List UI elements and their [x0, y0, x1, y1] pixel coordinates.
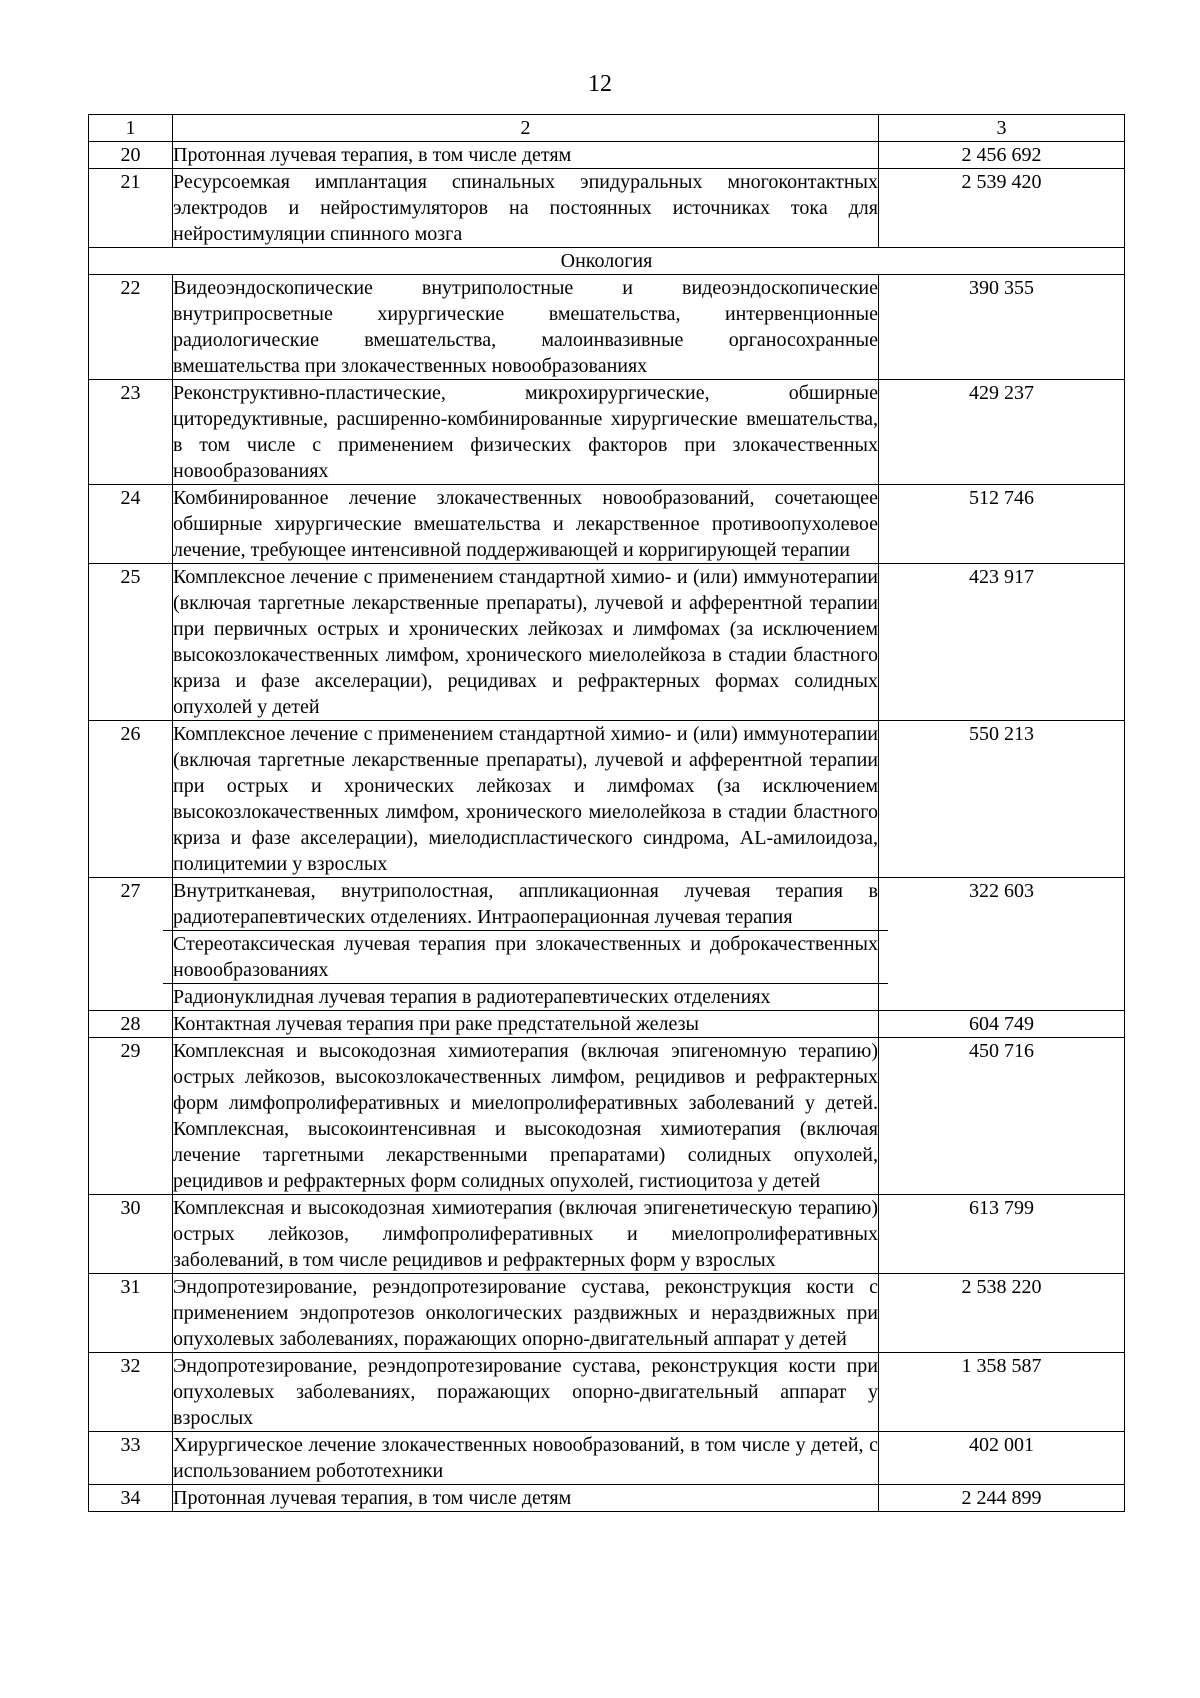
header-col-2: 2	[173, 115, 879, 142]
row-value: 604 749	[879, 1011, 1125, 1038]
section-row	[89, 248, 1125, 275]
row-value: 402 001	[879, 1432, 1125, 1485]
row-description: Комбинированное лечение злокачественных новообразований, сочетающее обширные хирургические вмешательства и лекарственное противоопухолевое лечение, требующее интенсивной поддерживающей и корригирующей терапии	[173, 485, 879, 564]
row-value: 512 746	[879, 485, 1125, 564]
table-row	[89, 1274, 1125, 1353]
table-row	[89, 1038, 1125, 1195]
row-value: 322 603	[879, 878, 1125, 1011]
row-value: 2 456 692	[879, 142, 1125, 169]
row-subitem: Радионуклидная лучевая терапия в радиотерапевтических отделениях	[163, 983, 888, 1010]
table-row	[89, 721, 1125, 878]
row-subitem: Стереотаксическая лучевая терапия при злокачественных и доброкачественных новообразованиях	[163, 930, 888, 983]
table-row	[89, 564, 1125, 721]
row-number: 29	[89, 1038, 173, 1195]
row-description: Протонная лучевая терапия, в том числе детям	[173, 142, 879, 169]
row-number: 32	[89, 1353, 173, 1432]
row-number: 34	[89, 1485, 173, 1512]
row-value: 450 716	[879, 1038, 1125, 1195]
row-number: 30	[89, 1195, 173, 1274]
row-description: Комплексная и высокодозная химиотерапия (включая эпигеномную терапию) острых лейкозов, высокозлокачественных лимфом, рецидивов и рефрактерных форм лимфопролиферативных и миелопролиферативных заболеваний у детей. Комплексная, высокоинтенсивная и высокодозная химиотерапия (включая лечение таргетными лекарственными препаратами) солидных опухолей, рецидивов и рефрактерных форм солидных опухолей, гистиоцитоза у детей	[173, 1038, 879, 1195]
row-number: 26	[89, 721, 173, 878]
table-header-row	[89, 115, 1125, 142]
header-col-1: 1	[89, 115, 173, 142]
row-number: 20	[89, 142, 173, 169]
table-row	[89, 380, 1125, 485]
row-description: Эндопротезирование, реэндопротезирование сустава, реконструкция кости при опухолевых заболеваниях, поражающих опорно-двигательный аппарат у взрослых	[173, 1353, 879, 1432]
row-number: 28	[89, 1011, 173, 1038]
table-row	[89, 1432, 1125, 1485]
row-value: 2 539 420	[879, 169, 1125, 248]
row-number: 24	[89, 485, 173, 564]
page-number: 12	[588, 71, 612, 97]
row-value: 429 237	[879, 380, 1125, 485]
row-value: 2 244 899	[879, 1485, 1125, 1512]
row-description: Реконструктивно-пластические, микрохирургические, обширные циторедуктивные, расширенно-комбинированные хирургические вмешательства, в том числе с применением физических факторов при злокачественных новообразованиях	[173, 380, 879, 485]
row-description: Комплексная и высокодозная химиотерапия (включая эпигенетическую терапию) острых лейкозов, лимфопролиферативных и миелопролиферативных заболеваний, в том числе рецидивов и рефрактерных форм у взрослых	[173, 1195, 879, 1274]
section-title: Онкология	[89, 248, 1125, 275]
table-row	[89, 169, 1125, 248]
row-number: 33	[89, 1432, 173, 1485]
row-value: 2 538 220	[879, 1274, 1125, 1353]
row-description: Хирургическое лечение злокачественных новообразований, в том числе у детей, с использованием робототехники	[173, 1432, 879, 1485]
row-number: 21	[89, 169, 173, 248]
row-value: 390 355	[879, 275, 1125, 380]
table-row	[89, 142, 1125, 169]
header-col-3: 3	[879, 115, 1125, 142]
row-number: 27	[89, 878, 173, 1011]
table-row	[89, 275, 1125, 380]
row-value: 423 917	[879, 564, 1125, 721]
row-description	[173, 878, 879, 1011]
table-row	[89, 1195, 1125, 1274]
row-number: 23	[89, 380, 173, 485]
row-value: 613 799	[879, 1195, 1125, 1274]
row-description: Эндопротезирование, реэндопротезирование сустава, реконструкция кости с применением эндопротезов онкологических раздвижных и нераздвижных при опухолевых заболеваниях, поражающих опорно-двигательный аппарат у детей	[173, 1274, 879, 1353]
row-description: Ресурсоемкая имплантация спинальных эпидуральных многоконтактных электродов и нейростимуляторов на постоянных источниках тока для нейростимуляции спинного мозга	[173, 169, 879, 248]
row-number: 25	[89, 564, 173, 721]
row-value: 550 213	[879, 721, 1125, 878]
row-description: Комплексное лечение с применением стандартной химио- и (или) иммунотерапии (включая таргетные лекарственные препараты), лучевой и афферентной терапии при первичных острых и хронических лейкозах и лимфомах (за исключением высокозлокачественных лимфом, хронического миелолейкоза в стадии бластного криза и фазе акселерации), рецидивах и рефрактерных формах солидных опухолей у детей	[173, 564, 879, 721]
row-description: Контактная лучевая терапия при раке предстательной железы	[173, 1011, 879, 1038]
table-row	[89, 878, 1125, 1011]
row-description: Комплексное лечение с применением стандартной химио- и (или) иммунотерапии (включая таргетные лекарственные препараты), лучевой и афферентной терапии при острых и хронических лейкозах и лимфомах (за исключением высокозлокачественных лимфом, хронического миелолейкоза в стадии бластного криза и фазе акселерации), миелодиспластического синдрома, AL-амилоидоза, полицитемии у взрослых	[173, 721, 879, 878]
row-value: 1 358 587	[879, 1353, 1125, 1432]
table-row	[89, 1485, 1125, 1512]
table-row	[89, 1353, 1125, 1432]
table-row	[89, 485, 1125, 564]
row-description: Видеоэндоскопические внутриполостные и видеоэндоскопические внутрипросветные хирургические вмешательства, интервенционные радиологические вмешательства, малоинвазивные органосохранные вмешательства при злокачественных новообразованиях	[173, 275, 879, 380]
row-subitem: Внутритканевая, внутриполостная, аппликационная лучевая терапия в радиотерапевтических отделениях. Интраоперационная лучевая терапия	[173, 880, 878, 928]
tariff-table	[88, 114, 1125, 1512]
row-description: Протонная лучевая терапия, в том числе детям	[173, 1485, 879, 1512]
row-number: 22	[89, 275, 173, 380]
row-number: 31	[89, 1274, 173, 1353]
table-row	[89, 1011, 1125, 1038]
